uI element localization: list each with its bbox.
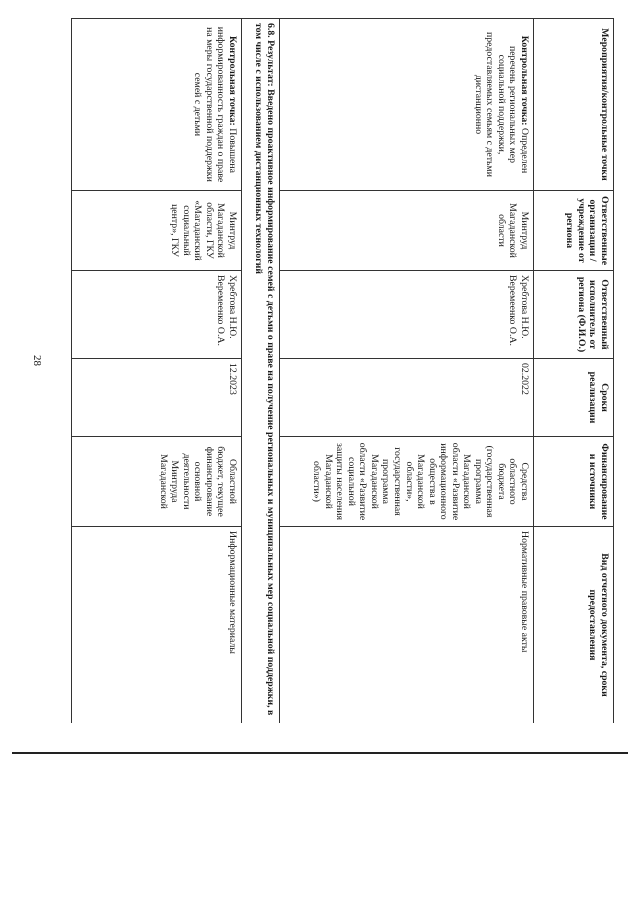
control-point-text: Определен перечень региональных мер социальной поддержки, предоставляемых семьям с детьми дистанционно xyxy=(472,32,530,177)
cell-report-document: Нормативные правовые акты xyxy=(280,527,534,724)
cell-executor: Хребтова Н.Ю. Веремеенко О.А. xyxy=(280,271,534,359)
table-row xyxy=(72,19,242,724)
header-activities: Мероприятия/контрольные точки xyxy=(534,19,614,191)
cell-report-document: Информационные материалы xyxy=(72,527,242,724)
rotated-table-container xyxy=(67,18,614,723)
cell-deadline: 12.2023 xyxy=(72,359,242,437)
plan-table xyxy=(71,18,614,723)
cell-organization: Минтруд Магаданской области xyxy=(280,191,534,271)
control-point-text: Повышена информированность граждан о праве на меры государственной поддержки семей с детьми xyxy=(192,26,238,183)
header-executor: Ответственный исполнитель от региона (Ф.И.О.) xyxy=(534,271,614,359)
control-point-label: Контрольная точка: xyxy=(519,35,530,126)
rotated-table-frame xyxy=(67,18,614,723)
cell-activity xyxy=(280,19,534,191)
cell-deadline: 02.2022 xyxy=(280,359,534,437)
header-report-document: Вид отчетного документа, сроки предоставления xyxy=(534,527,614,724)
cell-activity xyxy=(72,19,242,191)
table-row xyxy=(280,19,534,724)
cell-financing: Средства областного бюджета (государственная программа Магаданской области «Развитие информационного общества в Магаданской области», государственная программа Магаданской области «Развитие социальной защиты населения Магаданской области») xyxy=(280,437,534,527)
table-header-row xyxy=(534,19,614,724)
result-row xyxy=(242,19,280,724)
header-deadline: Сроки реализации xyxy=(534,359,614,437)
bottom-divider xyxy=(12,752,628,754)
control-point-label: Контрольная точка: xyxy=(227,36,238,126)
header-financing: Финансирование и источники xyxy=(534,437,614,527)
cell-financing: Областной бюджет, текущее финансирование основной деятельности Минтруда Магаданской xyxy=(72,437,242,527)
page-number: 28 xyxy=(31,355,43,366)
result-text: 6.8. Результат: Введено проактивное информирование семей с детьми о праве на получение региональных и муниципальных мер социальной поддержки, в том числе с использованием дистанционных технологий xyxy=(242,19,280,724)
header-organizations: Ответственные организации / учреждение от региона xyxy=(534,191,614,271)
cell-organization: Минтруд Магаданской области, ГКУ «Магаданский социальный центр», ГКУ xyxy=(72,191,242,271)
cell-executor: Хребтова Н.Ю. Веремеенко О.А. xyxy=(72,271,242,359)
